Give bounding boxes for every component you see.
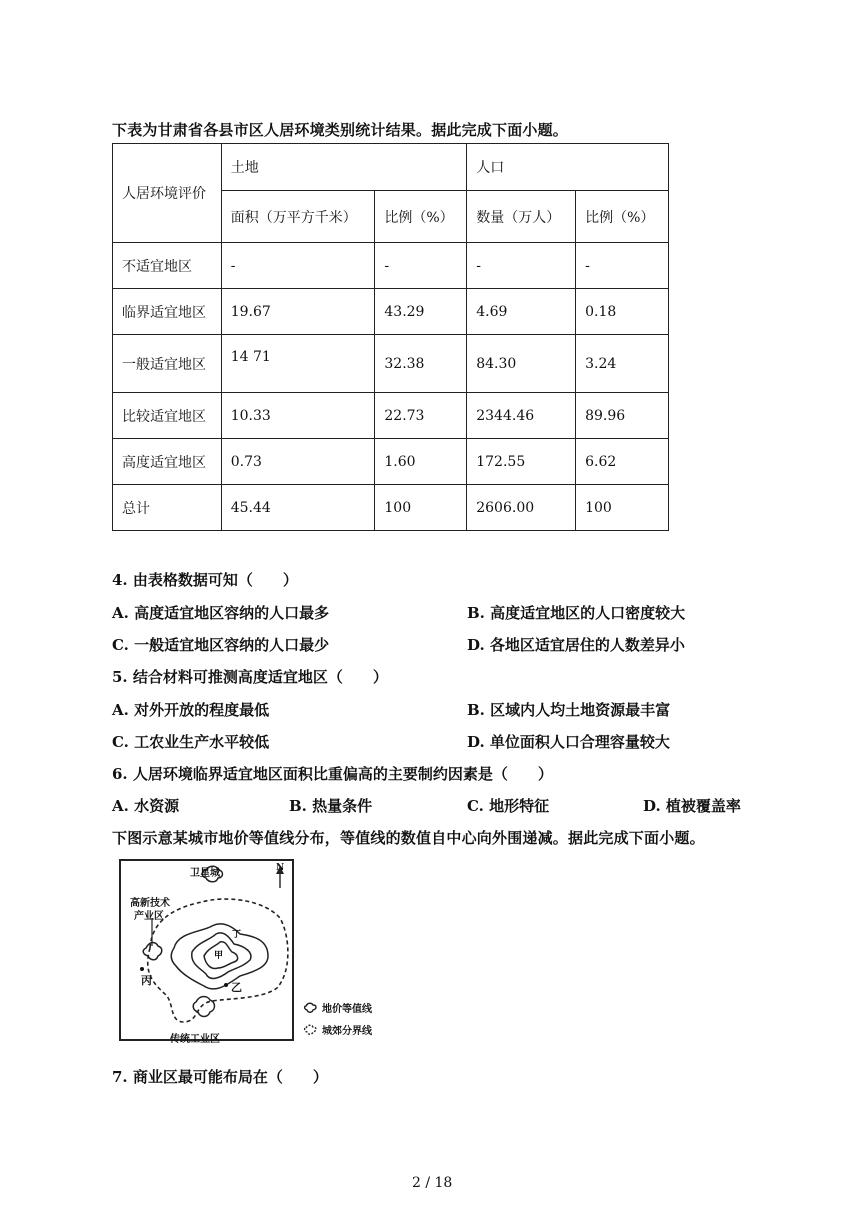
question-7-stem: 7. 商业区最可能布局在（ ）	[112, 1068, 328, 1086]
table-cell: 19.67	[221, 289, 375, 335]
map-label-yi: 乙	[231, 981, 242, 994]
table-cell: 1.60	[375, 439, 467, 485]
header-land: 土地	[221, 144, 467, 191]
table-cell: 100	[375, 485, 467, 531]
table-row	[113, 243, 669, 289]
table-cell: 2344.46	[467, 393, 576, 439]
question-5-option-a[interactable]: A. 对外开放的程度最低	[112, 701, 270, 719]
land-price-map	[112, 856, 392, 1046]
legend-label-contour: 地价等值线	[322, 1004, 372, 1015]
section-intro-map: 下图示意某城市地价等值线分布，等值线的数值自中心向外围递减。据此完成下面小题。	[112, 829, 705, 847]
table-row	[113, 289, 669, 335]
map-label-hightech-2: 产业区	[134, 911, 164, 922]
industrial-zone-outline	[193, 997, 214, 1017]
question-4-option-b[interactable]: B. 高度适宜地区的人口密度较大	[467, 604, 686, 622]
legend-label-boundary: 城郊分界线	[322, 1026, 372, 1037]
question-6-option-d[interactable]: D. 植被覆盖率	[643, 797, 741, 815]
table-cell: -	[375, 243, 467, 289]
legend-boundary-icon	[305, 1025, 316, 1034]
map-label-north: N	[276, 863, 285, 873]
table-cell: -	[467, 243, 576, 289]
question-6-option-b[interactable]: B. 热量条件	[289, 797, 373, 815]
map-label-jia: 甲	[214, 951, 224, 961]
header-population: 人口	[467, 144, 669, 191]
table-cell: 84.30	[467, 335, 576, 393]
subheader-area: 面积（万平方千米）	[221, 191, 375, 243]
table-cell: 3.24	[576, 335, 669, 393]
map-label-traditional: 传统工业区	[170, 1034, 220, 1045]
row-label: 临界适宜地区	[113, 289, 222, 335]
question-5-option-b[interactable]: B. 区域内人均土地资源最丰富	[467, 701, 671, 719]
question-4-option-c[interactable]: C. 一般适宜地区容纳的人口最少	[112, 636, 330, 654]
row-label: 比较适宜地区	[113, 393, 222, 439]
question-5-option-d[interactable]: D. 单位面积人口合理容量较大	[467, 733, 670, 751]
question-6-option-a[interactable]: A. 水资源	[112, 797, 180, 815]
question-4-option-a[interactable]: A. 高度适宜地区容纳的人口最多	[112, 604, 330, 622]
row-label: 不适宜地区	[113, 243, 222, 289]
map-label-bing: 丙	[141, 974, 152, 987]
question-4-option-d[interactable]: D. 各地区适宜居住的人数差异小	[467, 636, 685, 654]
question-4-stem: 4. 由表格数据可知（ ）	[112, 571, 298, 589]
table-cell: 0.73	[221, 439, 375, 485]
question-6-option-c[interactable]: C. 地形特征	[467, 797, 550, 815]
point-bing-marker	[140, 967, 144, 971]
table-cell: 4.69	[467, 289, 576, 335]
row-label: 总计	[113, 485, 222, 531]
question-6-stem: 6. 人居环境临界适宜地区面积比重偏高的主要制约因素是（ ）	[112, 765, 553, 783]
section-intro-table: 下表为甘肃省各县市区人居环境类别统计结果。据此完成下面小题。	[112, 121, 569, 139]
table-row	[113, 439, 669, 485]
table-cell: 172.55	[467, 439, 576, 485]
table-cell: 6.62	[576, 439, 669, 485]
row-label: 高度适宜地区	[113, 439, 222, 485]
table-cell: -	[576, 243, 669, 289]
question-5-stem: 5. 结合材料可推测高度适宜地区（ ）	[112, 668, 388, 686]
row-label: 一般适宜地区	[113, 335, 222, 393]
table-cell: 14 71	[221, 335, 375, 393]
table-cell: 10.33	[221, 393, 375, 439]
table-cell: 43.29	[375, 289, 467, 335]
table-cell: 0.18	[576, 289, 669, 335]
table-cell: -	[221, 243, 375, 289]
table-row	[113, 393, 669, 439]
map-label-ding: 丁	[232, 930, 242, 940]
table-cell: 22.73	[375, 393, 467, 439]
point-yi-marker	[224, 983, 228, 987]
header-corner: 人居环境评价	[113, 144, 222, 243]
page-number: 2 / 18	[412, 1175, 453, 1191]
subheader-pop-count: 数量（万人）	[467, 191, 576, 243]
legend-contour-icon	[305, 1003, 316, 1012]
table-row	[113, 485, 669, 531]
table-cell: 89.96	[576, 393, 669, 439]
subheader-pop-ratio: 比例（%）	[576, 191, 669, 243]
table-cell: 32.38	[375, 335, 467, 393]
table-cell: 45.44	[221, 485, 375, 531]
stats-table	[112, 143, 669, 531]
table-cell: 2606.00	[467, 485, 576, 531]
table-row	[113, 335, 669, 393]
map-label-hightech-1: 高新技术	[130, 898, 170, 909]
subheader-land-ratio: 比例（%）	[375, 191, 467, 243]
map-label-satellite: 卫星城	[190, 868, 220, 879]
question-5-option-c[interactable]: C. 工农业生产水平较低	[112, 733, 270, 751]
table-cell: 100	[576, 485, 669, 531]
